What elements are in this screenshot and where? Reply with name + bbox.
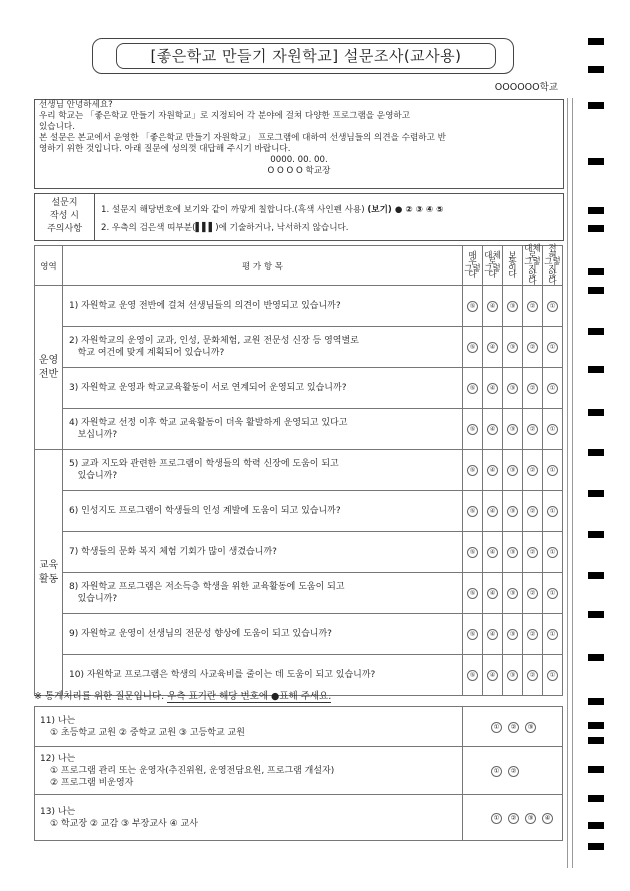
answer-option[interactable]: ② (527, 383, 538, 394)
answer-option[interactable]: ⑤ (467, 301, 478, 312)
answer-cell (463, 491, 483, 532)
stat-answer-option[interactable]: ② (508, 813, 519, 824)
school-name: OOOOOO학교 (494, 82, 558, 93)
area-cell: 교육 활동 (35, 450, 63, 696)
stat-row (35, 795, 563, 841)
question-text: 6) 인성지도 프로그램이 학생들의 인성 계발에 도움이 되고 있습니까? (63, 491, 463, 532)
answer-option[interactable]: ④ (487, 506, 498, 517)
stat-options (463, 747, 563, 795)
stat-question (35, 747, 463, 795)
answer-cell (503, 286, 523, 327)
table-row (35, 532, 563, 573)
stat-options (463, 707, 563, 747)
table-row (35, 409, 563, 450)
question-text: 7) 학생들의 문화 복지 체험 기회가 많이 생겼습니까? (63, 532, 463, 573)
timing-mark (588, 654, 604, 661)
answer-cell (523, 491, 543, 532)
timing-mark (588, 38, 604, 45)
answer-option[interactable]: ① (547, 465, 558, 476)
stat-question-line: ① 프로그램 관리 또는 운영자(추진위원, 운영전담요원, 프로그램 개설자) (50, 765, 335, 776)
answer-cell (523, 614, 543, 655)
answer-option[interactable]: ③ (507, 547, 518, 558)
intro-box (34, 99, 564, 189)
notice-box (34, 193, 564, 241)
answer-cell (483, 573, 503, 614)
intro-principal: O O O O 학교장 (267, 166, 331, 176)
stat-question-line: 11) 나는 (40, 715, 76, 726)
answer-option[interactable]: ④ (487, 424, 498, 435)
survey-title: [좋은학교 만들기 자원학교] 설문조사(교사용) (116, 43, 496, 69)
evaluation-table (34, 245, 563, 696)
answer-option[interactable]: ③ (507, 301, 518, 312)
answer-option[interactable]: ⑤ (467, 506, 478, 517)
stat-answer-option[interactable]: ① (491, 766, 502, 777)
answer-option[interactable]: ④ (487, 670, 498, 681)
answer-cell (483, 327, 503, 368)
answer-cell (523, 573, 543, 614)
answer-cell (523, 327, 543, 368)
stat-answer-option[interactable]: ① (491, 813, 502, 824)
answer-option[interactable]: ④ (487, 301, 498, 312)
timing-mark (588, 287, 604, 294)
answer-option[interactable]: ⑤ (467, 547, 478, 558)
answer-cell (523, 450, 543, 491)
answer-option[interactable]: ⑤ (467, 670, 478, 681)
question-text: 5) 교과 지도와 관련한 프로그램이 학생들의 학력 신장에 도움이 되고 있습니까? (63, 450, 463, 491)
answer-cell (463, 532, 483, 573)
answer-cell (523, 532, 543, 573)
answer-cell (543, 573, 563, 614)
stat-row (35, 707, 563, 747)
answer-cell (503, 614, 523, 655)
question-text: 1) 자원학교 운영 전반에 걸쳐 선생님들의 의견이 반영되고 있습니까? (63, 286, 463, 327)
answer-cell (463, 409, 483, 450)
answer-cell (543, 286, 563, 327)
timing-mark (588, 795, 604, 802)
answer-cell (543, 532, 563, 573)
table-header-row (35, 246, 563, 286)
timing-mark (588, 766, 604, 773)
answer-option[interactable]: ② (527, 588, 538, 599)
stat-question-line: ② 프로그램 비운영자 (50, 777, 134, 788)
answer-option[interactable]: ② (527, 506, 538, 517)
timing-mark (588, 490, 604, 497)
stat-question (35, 707, 463, 747)
stat-table (34, 706, 563, 841)
answer-option[interactable]: ② (527, 301, 538, 312)
answer-cell (483, 409, 503, 450)
black-band-marks: ▌▌▌ (195, 223, 216, 233)
notice-label: 설문지 작성 시 주의사항 (35, 194, 95, 240)
answer-cell (463, 655, 483, 696)
stat-answer-option[interactable]: ② (508, 722, 519, 733)
table-row (35, 573, 563, 614)
intro-line: 있습니다. (39, 122, 75, 132)
answer-example: (보기) ● ② ③ ④ ⑤ (367, 205, 444, 215)
answer-cell (483, 368, 503, 409)
answer-cell (483, 491, 503, 532)
stat-answer-option[interactable]: ② (508, 766, 519, 777)
answer-cell (523, 409, 543, 450)
question-text: 10) 자원학교 프로그램은 학생의 사교육비를 줄이는 데 도움이 되고 있습니까? (63, 655, 463, 696)
stat-row (35, 747, 563, 795)
table-row (35, 450, 563, 491)
answer-option[interactable]: ④ (487, 629, 498, 640)
answer-option[interactable]: ③ (507, 383, 518, 394)
answer-option[interactable]: ① (547, 342, 558, 353)
answer-cell (463, 327, 483, 368)
answer-option[interactable]: ⑤ (467, 465, 478, 476)
header-scale: 보 통 이 다 (503, 246, 523, 286)
table-row (35, 614, 563, 655)
answer-option[interactable]: ③ (507, 424, 518, 435)
answer-option[interactable]: ⑤ (467, 424, 478, 435)
answer-option[interactable]: ② (527, 465, 538, 476)
answer-cell (543, 614, 563, 655)
answer-option[interactable]: ① (547, 383, 558, 394)
question-text: 3) 자원학교 운영과 학교교육활동이 서로 연계되어 운영되고 있습니까? (63, 368, 463, 409)
timing-mark (588, 207, 604, 214)
timing-mark (588, 102, 604, 109)
question-text: 9) 자원학교 운영이 선생님의 전문성 향상에 도움이 되고 있습니까? (63, 614, 463, 655)
timing-mark (588, 822, 604, 829)
answer-option[interactable]: ⑤ (467, 629, 478, 640)
answer-cell (463, 573, 483, 614)
answer-option[interactable]: ⑤ (467, 383, 478, 394)
question-text: 2) 자원학교의 운영이 교과, 인성, 문화체험, 교원 전문성 신장 등 영역별로 학교 여건에 맞게 계획되어 있습니까? (63, 327, 463, 368)
timing-mark (588, 698, 604, 705)
intro-date: 0000. 00. 00. (270, 155, 328, 165)
answer-cell (463, 286, 483, 327)
stat-question-line: ① 초등학교 교원 ② 중학교 교원 ③ 고등학교 교원 (50, 727, 245, 738)
answer-option[interactable]: ① (547, 547, 558, 558)
answer-cell (463, 368, 483, 409)
stat-answer-option[interactable]: ① (491, 722, 502, 733)
answer-option[interactable]: ③ (507, 629, 518, 640)
answer-option[interactable]: ③ (507, 670, 518, 681)
answer-cell (483, 450, 503, 491)
stat-answer-option[interactable]: ③ (525, 813, 536, 824)
stat-question (35, 795, 463, 841)
binding-line (567, 98, 573, 868)
timing-mark (588, 268, 604, 275)
answer-cell (483, 286, 503, 327)
answer-cell (503, 532, 523, 573)
answer-option[interactable]: ③ (507, 588, 518, 599)
answer-cell (503, 368, 523, 409)
answer-cell (463, 450, 483, 491)
timing-mark (588, 722, 604, 729)
answer-option[interactable]: ⑤ (467, 588, 478, 599)
answer-cell (483, 532, 503, 573)
header-scale: 대체로 그렇지 않 다 (524, 244, 541, 287)
answer-option[interactable]: ① (547, 670, 558, 681)
answer-cell (543, 655, 563, 696)
answer-cell (503, 655, 523, 696)
answer-option[interactable]: ④ (487, 342, 498, 353)
answer-cell (483, 655, 503, 696)
answer-cell (523, 368, 543, 409)
table-row (35, 327, 563, 368)
header-scale: 대체로 그렇다 (483, 246, 503, 286)
answer-cell (503, 327, 523, 368)
intro-line: 본 설문은 본교에서 운영한 「좋은학교 만들기 자원학교」 프로그램에 대하여 선생님들의 의견을 수렴하고 반 (39, 133, 446, 143)
header-scale: 매 우 그렇다 (463, 246, 483, 286)
answer-cell (543, 327, 563, 368)
stat-question-line: 12) 나는 (40, 753, 76, 764)
answer-cell (503, 491, 523, 532)
answer-cell (503, 450, 523, 491)
answer-cell (543, 491, 563, 532)
table-row (35, 491, 563, 532)
notice-item-1: 1. 설문지 해당번호에 보기와 같이 까맣게 칠합니다.(흑색 사인펜 사용) (보기) ● ② ③ ④ ⑤ (101, 205, 444, 215)
question-text: 8) 자원학교 프로그램은 저소득층 학생을 위한 교육활동에 도움이 되고 있습니까? (63, 573, 463, 614)
notice-item-2: 2. 우측의 검은색 띠부분(▌▌▌)에 기술하거나, 낙서하지 않습니다. (101, 223, 349, 233)
stat-options (463, 795, 563, 841)
answer-option[interactable]: ③ (507, 465, 518, 476)
answer-option[interactable]: ③ (507, 506, 518, 517)
answer-cell (483, 614, 503, 655)
answer-option[interactable]: ① (547, 629, 558, 640)
stat-answer-option[interactable]: ④ (542, 813, 553, 824)
timing-mark (588, 328, 604, 335)
timing-mark (588, 66, 604, 73)
answer-option[interactable]: ① (547, 424, 558, 435)
timing-mark (588, 366, 604, 373)
answer-option[interactable]: ② (527, 547, 538, 558)
answer-option[interactable]: ④ (487, 547, 498, 558)
answer-option[interactable]: ② (527, 424, 538, 435)
timing-mark (588, 843, 604, 850)
intro-line: 우리 학교는 「좋은학교 만들기 자원학교」로 지정되어 각 분야에 걸쳐 다양한 프로그램을 운영하고 (39, 111, 410, 121)
header-area: 영역 (35, 246, 63, 286)
answer-cell (523, 286, 543, 327)
header-items: 평 가 항 목 (63, 246, 463, 286)
stat-question-line: 13) 나는 (40, 806, 76, 817)
stat-note: ※ 통계처리를 위한 질문입니다. 우측 표기란 해당 번호에 ●표해 주세요. (34, 691, 332, 702)
timing-mark (588, 449, 604, 456)
timing-mark (588, 225, 604, 232)
timing-mark (588, 158, 604, 165)
timing-mark (588, 611, 604, 618)
answer-option[interactable]: ④ (487, 383, 498, 394)
answer-option[interactable]: ⑤ (467, 342, 478, 353)
answer-option[interactable]: ③ (507, 342, 518, 353)
intro-line: 영하기 위한 것입니다. 아래 질문에 성의껏 대답해 주시기 바랍니다. (39, 144, 291, 154)
answer-cell (503, 573, 523, 614)
answer-cell (543, 368, 563, 409)
answer-cell (543, 409, 563, 450)
answer-cell (463, 614, 483, 655)
answer-option[interactable]: ② (527, 670, 538, 681)
question-text: 4) 자원학교 선정 이후 학교 교육활동이 더욱 활발하게 운영되고 있다고 보십니까? (63, 409, 463, 450)
header-scale: 전 혀 그렇지 않 다 (544, 244, 561, 287)
answer-cell (523, 655, 543, 696)
stat-question-line: ① 학교장 ② 교감 ③ 부장교사 ④ 교사 (50, 818, 198, 829)
answer-option[interactable]: ② (527, 342, 538, 353)
answer-cell (543, 450, 563, 491)
answer-option[interactable]: ① (547, 301, 558, 312)
timing-mark (588, 409, 604, 416)
stat-answer-option[interactable]: ③ (525, 722, 536, 733)
table-row (35, 286, 563, 327)
table-row (35, 368, 563, 409)
intro-line: 선생님 안녕하세요? (39, 100, 113, 110)
answer-option[interactable]: ② (527, 629, 538, 640)
timing-mark (588, 531, 604, 538)
area-cell: 운영 전반 (35, 286, 63, 450)
answer-option[interactable]: ④ (487, 465, 498, 476)
answer-cell (503, 409, 523, 450)
timing-mark (588, 572, 604, 579)
answer-option[interactable]: ④ (487, 588, 498, 599)
answer-option[interactable]: ① (547, 506, 558, 517)
answer-option[interactable]: ① (547, 588, 558, 599)
timing-mark (588, 737, 604, 744)
